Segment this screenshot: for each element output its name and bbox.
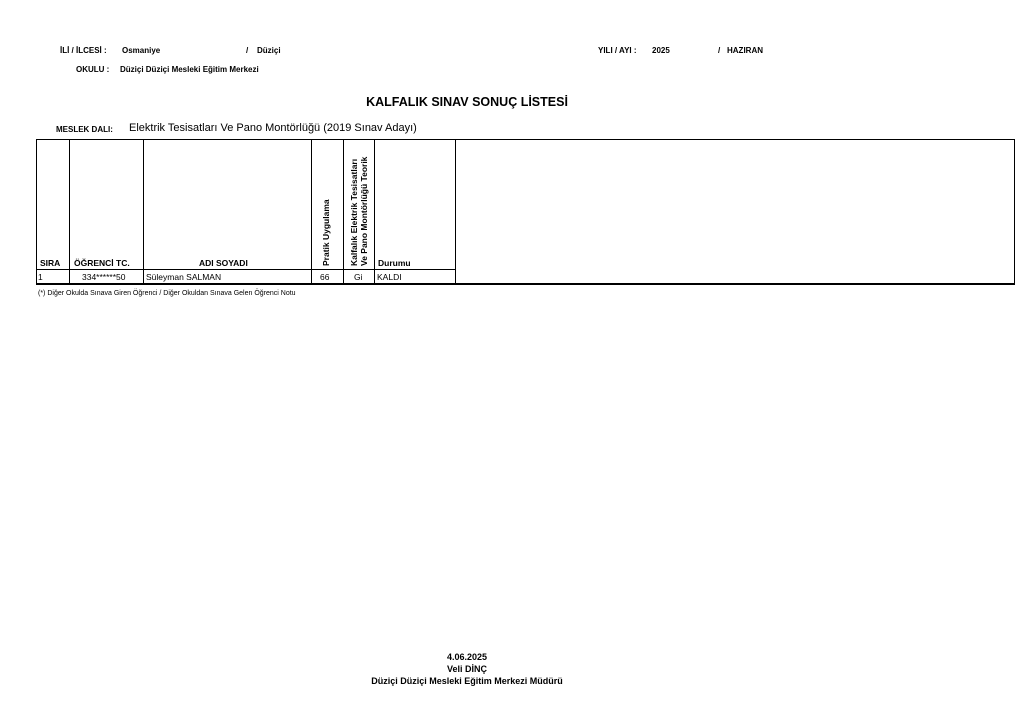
month-separator: / [718,46,721,55]
grid-line [143,139,144,284]
province-label: İLİ / İLCESİ : [60,46,107,55]
footnote: (*) Diğer Okulda Sınava Giren Öğrenci / Diğer Okuldan Sınava Gelen Öğrenci Notu [38,290,296,297]
grid-line [311,139,312,284]
column-header-tc: ÖĞRENCİ TC. [74,258,130,268]
district-separator: / [246,46,249,55]
header-bottom-line [36,269,455,270]
column-header-status: Durumu [378,258,411,268]
grid-line [69,139,70,284]
grid-line [343,139,344,284]
month-value: HAZIRAN [727,46,763,55]
province-value: Osmaniye [122,46,161,55]
cell-theory: Gi [354,272,363,282]
signature-name: Veli DİNÇ [446,664,487,674]
grid-line [455,139,456,284]
year-value: 2025 [652,46,670,55]
school-label: OKULU : [76,65,110,74]
column-header-theory-line1: Kalfalık Elektrik Tesisatları [349,158,359,266]
cell-tc: 334******50 [82,272,126,282]
table-bottom-line [36,284,1015,285]
grid-line [374,139,375,284]
signature-role: Düziçi Düziçi Mesleki Eğitim Merkezi Müdürü [371,676,563,686]
results-table-frame [36,139,1015,284]
column-header-practical: Pratik Uygulama [321,199,331,266]
signature-date: 4.06.2025 [446,652,488,662]
school-value: Düziçi Düziçi Mesleki Eğitim Merkezi [120,65,259,74]
department-value: Elektrik Tesisatları Ve Pano Montörlüğü (2019 Sınav Adayı) [129,122,417,134]
cell-status: KALDI [377,272,402,282]
column-header-theory-line2: Ve Pano Montörlüğü Teorik [359,156,369,266]
cell-sira: 1 [38,272,43,282]
year-label: YILI / AYI : [598,46,637,55]
page-title: KALFALIK SINAV SONUÇ LİSTESİ [366,95,568,109]
district-value: Düziçi [257,46,281,55]
department-label: MESLEK DALI: [56,125,113,134]
column-header-name: ADI SOYADI [199,258,248,268]
cell-practical: 66 [320,272,330,282]
cell-name: Süleyman SALMAN [146,272,222,282]
column-header-sira: SIRA [40,258,61,268]
